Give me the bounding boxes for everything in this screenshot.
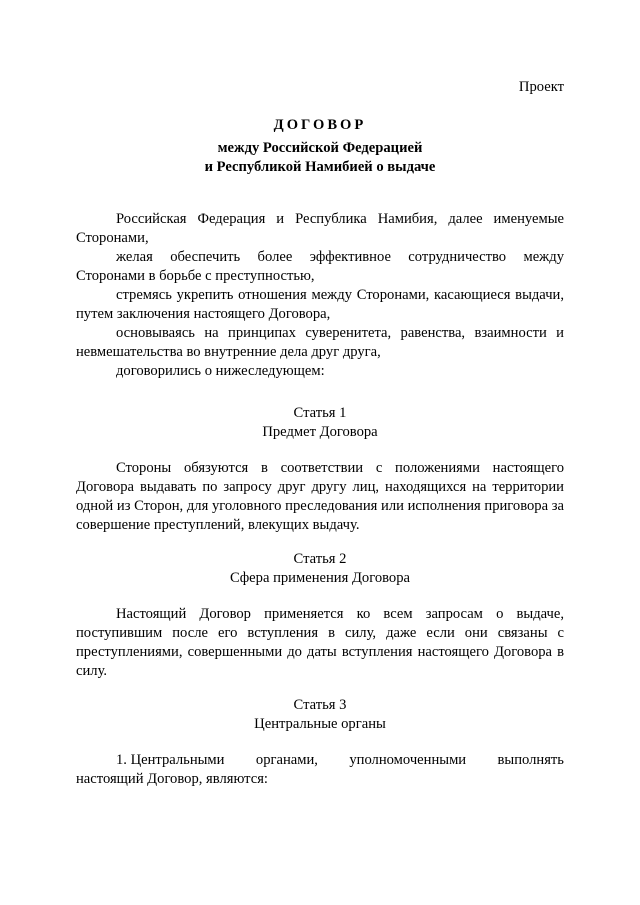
preamble-paragraph: основываясь на принципах суверенитета, равенства, взаимности и невмешательства во внутренние дела друг друга, [76, 325, 564, 360]
article-3-word: выполнять [497, 752, 564, 768]
article-1-body [76, 459, 564, 535]
preamble-paragraph: желая обеспечить более эффективное сотрудничество между Сторонами в борьбе с преступностью, [76, 249, 564, 284]
article-3-word: органами, [255, 752, 318, 768]
article-3-body [76, 751, 564, 789]
article-1-number: Статья 1 [293, 405, 347, 421]
article-2-paragraph: Настоящий Договор применяется ко всем запросам о выдаче, поступившим после его вступления в силу, даже если они связаны с преступлениями, совершенными до даты вступления настоящего Договора в силу. [76, 606, 564, 679]
article-3-line1 [76, 751, 564, 770]
article-3-word: уполномоченными [349, 752, 467, 768]
article-1-heading: Предмет Договора [262, 424, 378, 440]
document-subtitle-line1: между Российской Федерацией [217, 140, 423, 156]
document-subtitle-line2: и Республикой Намибией о выдаче [204, 159, 436, 175]
preamble-paragraph: стремясь укрепить отношения между Сторонами, касающиеся выдачи, путем заключения настоящего Договора, [76, 287, 564, 322]
article-3-word: 1. Центральными [116, 752, 225, 768]
document-title: ДОГОВОР [273, 117, 367, 133]
article-2-heading: Сфера применения Договора [229, 570, 411, 586]
preamble-paragraph: Российская Федерация и Республика Намибия, далее именуемые Сторонами, [76, 211, 564, 246]
article-3-number: Статья 3 [293, 697, 347, 713]
article-2-body [76, 605, 564, 681]
article-2-number: Статья 2 [293, 551, 347, 567]
article-3-line2: настоящий Договор, являются: [76, 771, 268, 787]
project-label: Проект [518, 79, 564, 95]
article-3-heading: Центральные органы [254, 716, 386, 732]
preamble-paragraph: договорились о нижеследующем: [116, 363, 325, 379]
preamble [76, 210, 564, 381]
article-1-paragraph: Стороны обязуются в соответствии с положениями настоящего Договора выдавать по запросу друг другу лиц, находящихся на территории одной из Сторон, для уголовного преследования или исполнения приговора за совершение преступлений, влекущих выдачу. [76, 460, 564, 533]
